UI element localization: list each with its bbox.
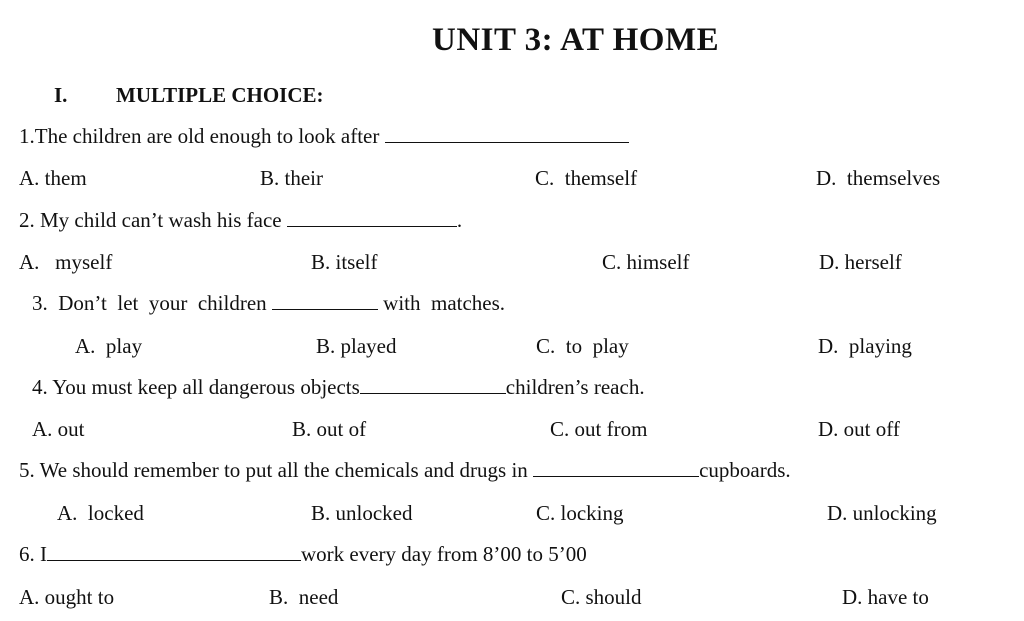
q5-option-b: B. unlocked bbox=[311, 501, 413, 525]
question-6-blank bbox=[47, 542, 301, 561]
question-5-text-after: cupboards. bbox=[699, 458, 791, 482]
section-number: I. bbox=[54, 83, 68, 107]
question-3-text: 3. Don’t let your children bbox=[32, 291, 272, 315]
q2-option-d: D. herself bbox=[819, 250, 902, 274]
question-4-text-after: children’s reach. bbox=[505, 375, 645, 399]
q4-option-a: A. out bbox=[32, 417, 85, 441]
q5-option-c: C. locking bbox=[536, 501, 624, 525]
q3-option-a: A. play bbox=[75, 334, 143, 358]
q2-option-b: B. itself bbox=[311, 250, 378, 274]
page-title: UNIT 3: AT HOME bbox=[432, 22, 720, 58]
q4-option-d: D. out off bbox=[818, 417, 900, 441]
question-5-text: 5. We should remember to put all the chemicals and drugs in bbox=[19, 458, 534, 482]
q3-option-b: B. played bbox=[316, 334, 397, 358]
q5-option-a: A. locked bbox=[57, 501, 144, 525]
question-1 bbox=[19, 123, 629, 149]
question-2-blank bbox=[287, 208, 457, 227]
question-3 bbox=[32, 290, 505, 316]
question-1-text: 1.The children are old enough to look after bbox=[19, 124, 385, 148]
question-2 bbox=[19, 207, 462, 233]
q3-option-c: C. to play bbox=[536, 334, 629, 358]
question-3-blank bbox=[272, 291, 378, 310]
section-heading: MULTIPLE CHOICE: bbox=[116, 83, 324, 107]
question-6 bbox=[19, 541, 587, 567]
question-2-text-after: . bbox=[456, 208, 463, 232]
q4-option-c: C. out from bbox=[550, 417, 648, 441]
question-4-text: 4. You must keep all dangerous objects bbox=[32, 375, 360, 399]
question-4-blank bbox=[360, 375, 506, 394]
q2-option-c: C. himself bbox=[602, 250, 690, 274]
question-2-text: 2. My child can’t wash his face bbox=[19, 208, 287, 232]
q1-option-d: D. themselves bbox=[816, 166, 941, 190]
question-5 bbox=[19, 457, 791, 483]
question-3-text-after: with matches. bbox=[377, 291, 506, 315]
q6-option-a: A. ought to bbox=[19, 585, 115, 609]
q6-option-b: B. need bbox=[269, 585, 339, 609]
q6-option-d: D. have to bbox=[842, 585, 929, 609]
q1-option-c: C. themself bbox=[535, 166, 638, 190]
q1-option-b: B. their bbox=[260, 166, 323, 190]
q4-option-b: B. out of bbox=[292, 417, 367, 441]
question-6-text-after: work every day from 8’00 to 5’00 bbox=[301, 542, 587, 566]
q6-option-c: C. should bbox=[561, 585, 642, 609]
question-6-text: 6. I bbox=[19, 542, 47, 566]
question-4 bbox=[32, 374, 645, 400]
q1-option-a: A. them bbox=[19, 166, 87, 190]
question-5-blank bbox=[533, 458, 699, 477]
q2-option-a: A. myself bbox=[19, 250, 113, 274]
question-1-blank bbox=[385, 124, 629, 143]
q5-option-d: D. unlocking bbox=[827, 501, 937, 525]
q3-option-d: D. playing bbox=[818, 334, 912, 358]
